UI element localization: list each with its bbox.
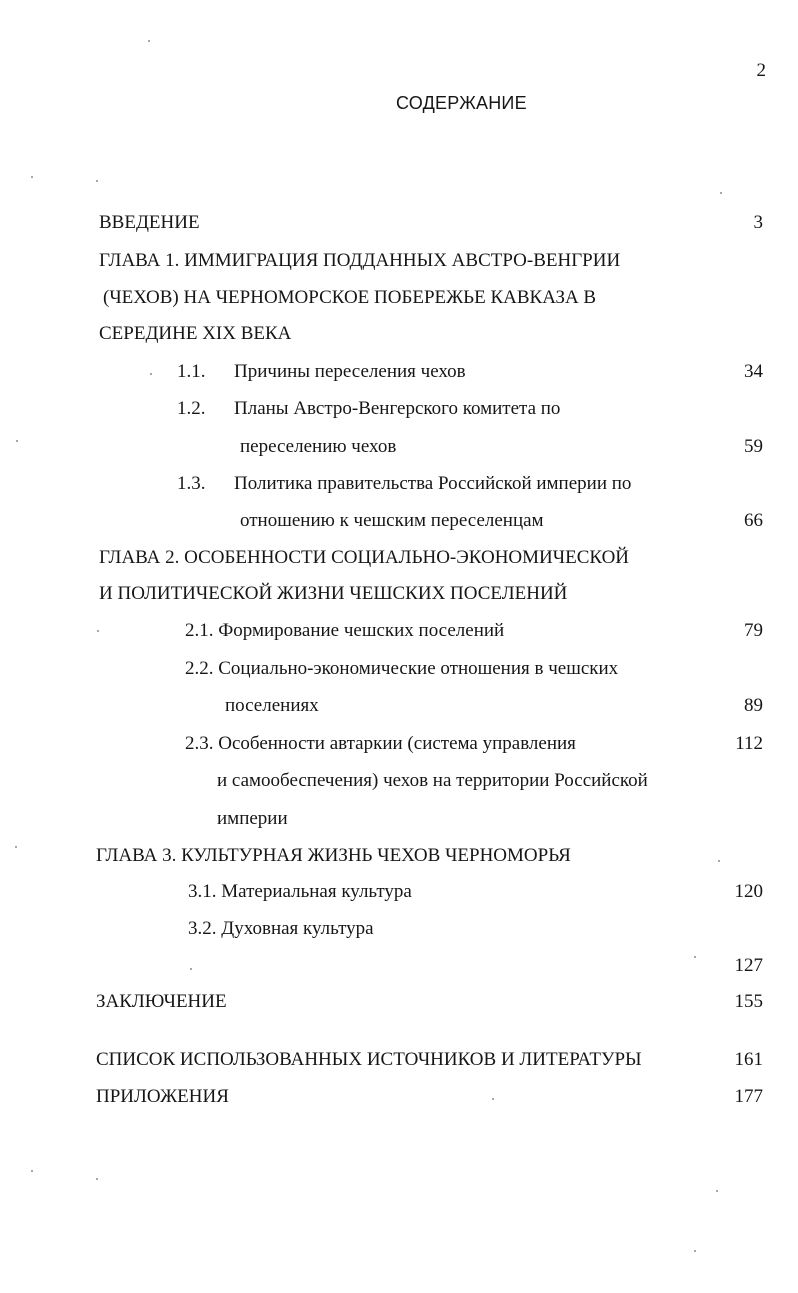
toc-page-appendices: 177 xyxy=(734,1086,763,1107)
page-title: СОДЕРЖАНИЕ xyxy=(396,93,527,113)
scan-speck xyxy=(716,1190,718,1192)
toc-section-3-1-page: 120 xyxy=(734,881,763,902)
scan-speck xyxy=(150,373,152,375)
toc-page-introduction: 3 xyxy=(753,212,763,233)
toc-section-1-1-number: 1.1. xyxy=(177,361,206,382)
toc-section-1-3-page: 66 xyxy=(744,510,763,531)
scan-speck xyxy=(720,192,722,194)
scan-speck xyxy=(15,846,17,848)
toc-page-bibliography: 161 xyxy=(734,1049,763,1070)
toc-section-1-3-number: 1.3. xyxy=(177,473,206,494)
toc-section-1-1-title: Причины переселения чехов xyxy=(234,361,466,382)
toc-chapter-1-line-3: СЕРЕДИНЕ XIX ВЕКА xyxy=(99,323,292,344)
toc-entry-bibliography: СПИСОК ИСПОЛЬЗОВАННЫХ ИСТОЧНИКОВ И ЛИТЕРАТУРЫ xyxy=(96,1049,642,1070)
toc-section-2-3-line-3: империи xyxy=(217,808,288,829)
toc-section-2-3-line-2: и самообеспечения) чехов на территории Российской xyxy=(217,770,648,791)
scan-speck xyxy=(492,1098,494,1100)
scan-speck xyxy=(148,40,150,42)
toc-chapter-3: ГЛАВА 3. КУЛЬТУРНАЯ ЖИЗНЬ ЧЕХОВ ЧЕРНОМОРЬЯ xyxy=(96,845,571,866)
scan-speck xyxy=(96,1178,98,1180)
toc-entry-conclusion: ЗАКЛЮЧЕНИЕ xyxy=(96,991,227,1012)
toc-section-3-2-page: 127 xyxy=(734,955,763,976)
toc-section-1-2-page: 59 xyxy=(744,436,763,457)
toc-section-2-2-line-1: 2.2. Социально-экономические отношения в чешских xyxy=(185,658,619,679)
toc-section-2-2-page: 89 xyxy=(744,695,763,716)
toc-section-2-1-page: 79 xyxy=(744,620,763,641)
toc-entry-appendices: ПРИЛОЖЕНИЯ xyxy=(96,1086,229,1107)
toc-page-conclusion: 155 xyxy=(734,991,763,1012)
scan-speck xyxy=(96,180,98,182)
toc-section-1-1-page: 34 xyxy=(744,361,763,382)
toc-section-1-3-title-line-2: отношению к чешским переселенцам xyxy=(240,510,544,531)
toc-entry-introduction: ВВЕДЕНИЕ xyxy=(99,212,200,233)
scan-speck xyxy=(31,1170,33,1172)
scan-speck xyxy=(718,860,720,862)
toc-section-2-3-page: 112 xyxy=(735,733,763,754)
toc-chapter-2-line-2: И ПОЛИТИЧЕСКОЙ ЖИЗНИ ЧЕШСКИХ ПОСЕЛЕНИЙ xyxy=(99,583,568,604)
toc-section-2-3-line-1: 2.3. Особенности автаркии (система управления xyxy=(185,733,576,754)
scan-speck xyxy=(97,630,99,632)
toc-section-3-2: 3.2. Духовная культура xyxy=(188,918,374,939)
toc-section-2-2-line-2: поселениях xyxy=(225,695,319,716)
toc-section-1-2-title-line-1: Планы Австро-Венгерского комитета по xyxy=(234,398,561,419)
toc-section-1-3-title-line-1: Политика правительства Российской империи по xyxy=(234,473,632,494)
scan-speck xyxy=(694,956,696,958)
toc-chapter-1-line-2: (ЧЕХОВ) НА ЧЕРНОМОРСКОЕ ПОБЕРЕЖЬЕ КАВКАЗА В xyxy=(103,287,597,308)
page-number: 2 xyxy=(756,60,766,81)
toc-section-2-1: 2.1. Формирование чешских поселений xyxy=(185,620,505,641)
toc-section-1-2-number: 1.2. xyxy=(177,398,206,419)
toc-section-3-1: 3.1. Материальная культура xyxy=(188,881,412,902)
toc-chapter-2-line-1: ГЛАВА 2. ОСОБЕННОСТИ СОЦИАЛЬНО-ЭКОНОМИЧЕСКОЙ xyxy=(99,547,630,568)
scan-speck xyxy=(16,440,18,442)
scan-speck xyxy=(190,968,192,970)
scan-speck xyxy=(31,176,33,178)
toc-section-1-2-title-line-2: переселению чехов xyxy=(240,436,397,457)
scan-speck xyxy=(694,1250,696,1252)
toc-chapter-1-line-1: ГЛАВА 1. ИММИГРАЦИЯ ПОДДАННЫХ АВСТРО-ВЕНГРИИ xyxy=(99,250,621,271)
